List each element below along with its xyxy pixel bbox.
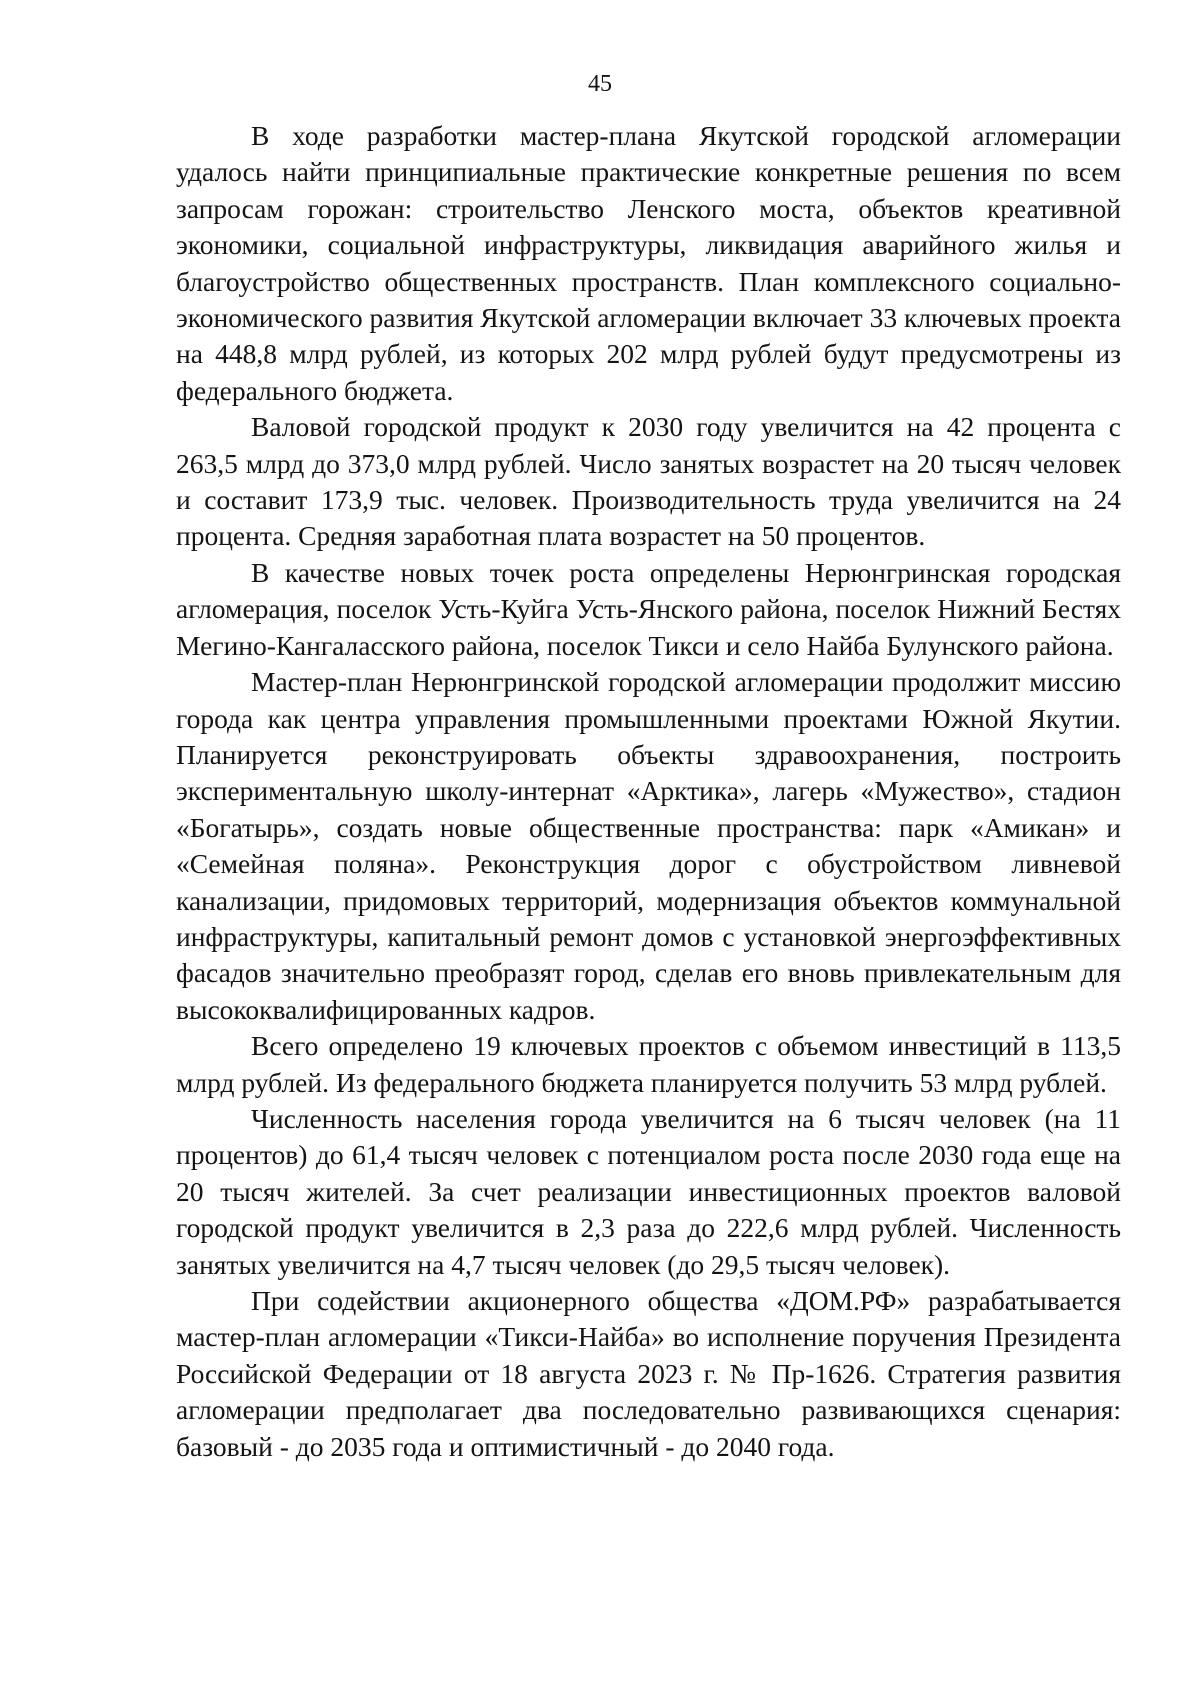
paragraph-population-growth: Численность населения города увеличится на 6 тысяч человек (на 11 процентов) до 61,4 тысяч человек с потенциалом роста после 2030 года еще на 20 тысяч жителей. За счет реализации инвестиционных проектов валовой городской продукт увеличится в 2,3 раза до 222,6 млрд рублей. Численность занятых увеличится на 4,7 тысяч человек (до 29,5 тысяч человек). (176, 1102, 1121, 1280)
paragraph-gross-city-product: Валовой городской продукт к 2030 году увеличится на 42 процента с 263,5 млрд до 373,0 млрд рублей. Число занятых возрастет на 20 тысяч человек и составит 173,9 тыс. человек. Производительность труда увеличится на 24 процента. Средняя заработная плата возрастет на 50 процентов. (176, 411, 1121, 552)
document-body (176, 118, 1121, 1465)
paragraph-tiksi-naiba: При содействии акционерного общества «ДОМ.РФ» разрабатывается мастер-план агломерации «Тикси-Найба» во исполнение поручения Президента Российской Федерации от 18 августа 2023 г. № Пр-1626. Стратегия развития агломерации предполагает два последовательно развивающихся сценария: базовый - до 2035 года и оптимистичный - до 2040 года. (176, 1285, 1121, 1462)
paragraph-neryungri-master-plan: Мастер-план Нерюнгринской городской агломерации продолжит миссию города как центра управления промышленными проектами Южной Якутии. Планируется реконструировать объекты здравоохранения, построить экспериментальную школу-интернат «Арктика», лагерь «Мужество», стадион «Богатырь», создать новые общественные пространства: парк «Амикан» и «Семейная поляна». Реконструкция дорог с обустройством ливневой канализации, придомовых территорий, модернизация объектов коммунальной инфраструктуры, капитальный ремонт домов с установкой энергоэффективных фасадов значительно преобразят город, сделав его вновь привлекательным для высококвалифицированных кадров. (176, 666, 1121, 1025)
paragraph-yakutsk-master-plan: В ходе разработки мастер-плана Якутской городской агломерации удалось найти принципиальные практические конкретные решения по всем запросам горожан: строительство Ленского моста, объектов креативной экономики, социальной инфраструктуры, ликвидация аварийного жилья и благоустройство общественных пространств. План комплексного социально-экономического развития Якутской агломерации включает 33 ключевых проекта на 448,8 млрд рублей, из которых 202 млрд рублей будут предусмотрены из федерального бюджета. (176, 120, 1121, 406)
page-number: 45 (588, 71, 612, 97)
paragraph-key-projects: Всего определено 19 ключевых проектов с объемом инвестиций в 113,5 млрд рублей. Из федерального бюджета планируется получить 53 млрд рублей. (176, 1030, 1121, 1098)
paragraph-growth-points: В качестве новых точек роста определены Нерюнгринская городская агломерация, поселок Усть-Куйга Усть-Янского района, поселок Нижний Бестях Мегино-Кангаласского района, поселок Тикси и село Найба Булунского района. (176, 556, 1121, 661)
